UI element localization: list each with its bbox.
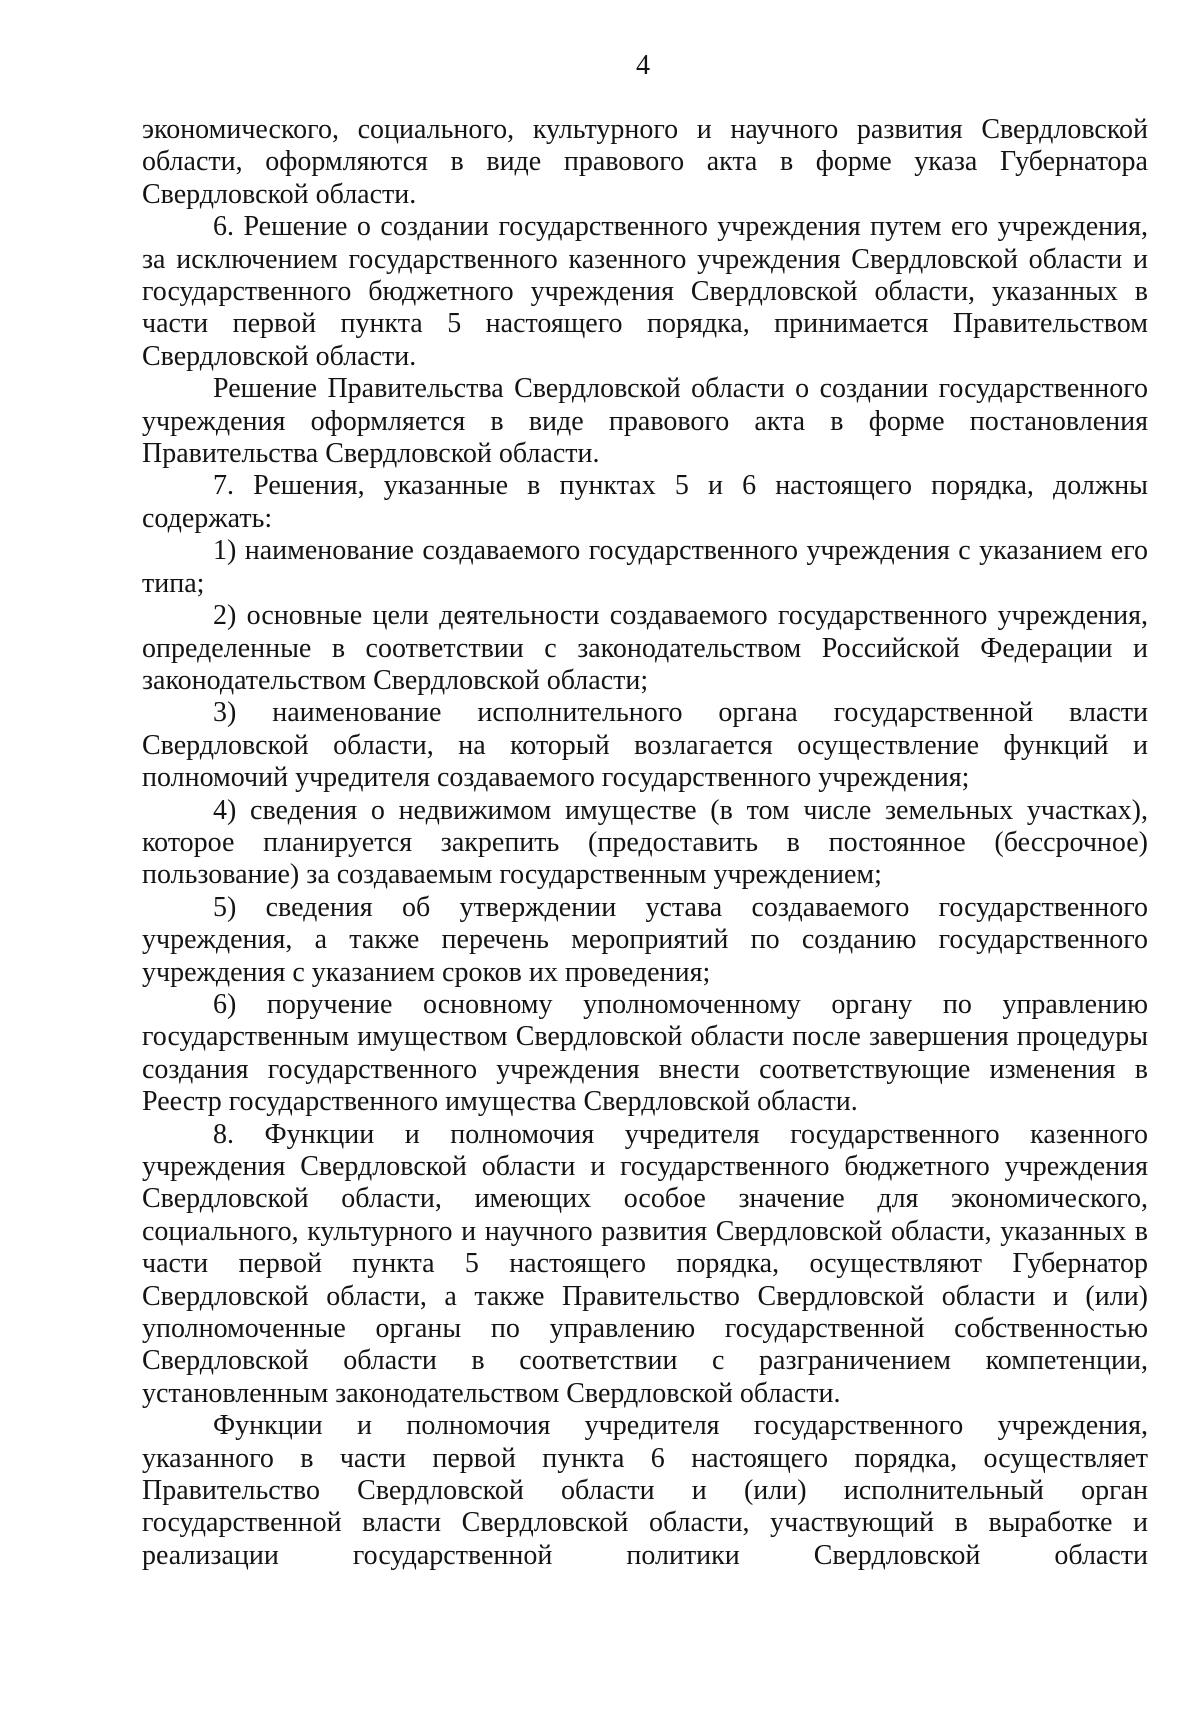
list-item-2: 2) основные цели деятельности создаваемого государственного учреждения, определенные в соответствии с законодательством Российской Федерации и законодательством Свердловской области; <box>142 600 1148 696</box>
paragraph-item-7: 7. Решения, указанные в пунктах 5 и 6 настоящего порядка, должны содержать: <box>142 470 1148 534</box>
list-item-4: 4) сведения о недвижимом имуществе (в том числе земельных участках), которое планируется закрепить (предоставить в постоянное (бессрочное) пользование) за создаваемым государственным учреждением; <box>142 794 1148 891</box>
list-item-1: 1) наименование создаваемого государственного учреждения с указанием его типа; <box>142 535 1148 599</box>
paragraph-government-decision: Решение Правительства Свердловской области о создании государственного учреждения оформляется в виде правового акта в форме постановления Правительства Свердловской области. <box>142 373 1148 470</box>
list-item-5: 5) сведения об утверждении устава создаваемого государственного учреждения, а также перечень мероприятий по созданию государственного учреждения с указанием сроков их проведения; <box>142 891 1148 988</box>
paragraph-continuation: экономического, социального, культурного и научного развития Свердловской области, оформляются в виде правового акта в форме указа Губернатора Свердловской области. <box>142 114 1148 210</box>
document-body <box>142 114 1148 1572</box>
paragraph-item-8: 8. Функции и полномочия учредителя государственного казенного учреждения Свердловской области и государственного бюджетного учреждения Свердловской области, имеющих особое значение для экономического, социального, культурного и научного развития Свердловской области, указанных в части первой пункта 5 настоящего порядка, осуществляют Губернатор Свердловской области, а также Правительство Свердловской области и (или) уполномоченные органы по управлению государственной собственностью Свердловской области в соответствии с разграничением компетенции, установленным законодательством Свердловской области. <box>142 1118 1148 1409</box>
paragraph-item-6: 6. Решение о создании государственного учреждения путем его учреждения, за исключением государственного казенного учреждения Свердловской области и государственного бюджетного учреждения Свердловской области, указанных в части первой пункта 5 настоящего порядка, принимается Правительством Свердловской области. <box>142 211 1148 372</box>
page-number: 4 <box>636 50 650 81</box>
list-item-3: 3) наименование исполнительного органа государственной власти Свердловской области, на который возлагается осуществление функций и полномочий учредителя создаваемого государственного учреждения; <box>142 697 1148 794</box>
paragraph-founder-functions: Функции и полномочия учредителя государственного учреждения, указанного в части первой пункта 6 настоящего порядка, осуществляет Правительство Свердловской области и (или) исполнительный орган государственной власти Свердловской области, участвующий в выработке и реализации государственной политики Свердловской области <box>142 1410 1148 1571</box>
list-item-6: 6) поручение основному уполномоченному органу по управлению государственным имуществом Свердловской области после завершения процедуры создания государственного учреждения внести соответствующие изменения в Реестр государственного имущества Свердловской области. <box>142 988 1148 1118</box>
